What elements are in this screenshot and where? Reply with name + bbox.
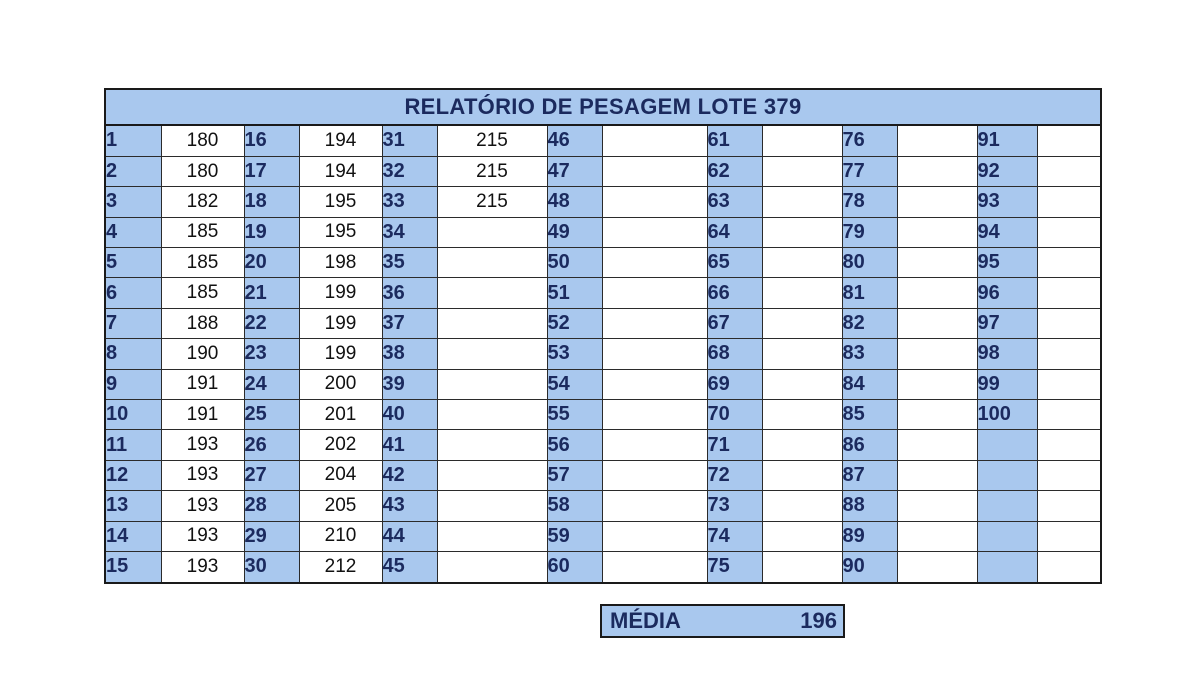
weight-cell bbox=[1037, 308, 1100, 338]
table-row bbox=[106, 248, 1100, 278]
weight-cell bbox=[897, 521, 977, 551]
weight-cell: 199 bbox=[299, 278, 382, 308]
table-row bbox=[106, 369, 1100, 399]
weight-cell bbox=[602, 217, 707, 247]
table-row bbox=[106, 491, 1100, 521]
table-row bbox=[106, 551, 1100, 581]
weight-cell bbox=[762, 339, 842, 369]
weight-cell bbox=[602, 248, 707, 278]
weight-cell bbox=[1037, 339, 1100, 369]
weight-cell bbox=[437, 308, 547, 338]
table-row bbox=[106, 278, 1100, 308]
weight-cell bbox=[762, 460, 842, 490]
weight-cell bbox=[437, 369, 547, 399]
animal-number-cell: 25 bbox=[244, 400, 299, 430]
animal-number-cell bbox=[977, 491, 1037, 521]
animal-number-cell: 94 bbox=[977, 217, 1037, 247]
weight-cell bbox=[1037, 156, 1100, 186]
animal-number-cell: 96 bbox=[977, 278, 1037, 308]
table-row bbox=[106, 521, 1100, 551]
weight-cell: 198 bbox=[299, 248, 382, 278]
animal-number-cell: 95 bbox=[977, 248, 1037, 278]
animal-number-cell: 41 bbox=[382, 430, 437, 460]
animal-number-cell: 37 bbox=[382, 308, 437, 338]
weight-cell bbox=[602, 187, 707, 217]
weight-cell bbox=[897, 278, 977, 308]
weight-cell: 190 bbox=[161, 339, 244, 369]
weight-cell bbox=[1037, 460, 1100, 490]
weight-cell bbox=[1037, 551, 1100, 581]
animal-number-cell: 63 bbox=[707, 187, 762, 217]
weight-cell bbox=[762, 430, 842, 460]
animal-number-cell: 35 bbox=[382, 248, 437, 278]
weight-cell: 210 bbox=[299, 521, 382, 551]
weight-cell: 180 bbox=[161, 156, 244, 186]
weight-cell: 212 bbox=[299, 551, 382, 581]
animal-number-cell: 71 bbox=[707, 430, 762, 460]
animal-number-cell bbox=[977, 460, 1037, 490]
animal-number-cell: 2 bbox=[106, 156, 161, 186]
weight-cell bbox=[897, 126, 977, 156]
weight-cell: 193 bbox=[161, 460, 244, 490]
weight-cell: 205 bbox=[299, 491, 382, 521]
animal-number-cell: 81 bbox=[842, 278, 897, 308]
animal-number-cell: 61 bbox=[707, 126, 762, 156]
weight-cell: 195 bbox=[299, 187, 382, 217]
animal-number-cell: 85 bbox=[842, 400, 897, 430]
weight-cell: 215 bbox=[437, 156, 547, 186]
animal-number-cell: 79 bbox=[842, 217, 897, 247]
weight-cell: 185 bbox=[161, 217, 244, 247]
weight-cell: 199 bbox=[299, 339, 382, 369]
weight-cell bbox=[897, 551, 977, 581]
animal-number-cell: 40 bbox=[382, 400, 437, 430]
animal-number-cell: 11 bbox=[106, 430, 161, 460]
animal-number-cell: 86 bbox=[842, 430, 897, 460]
weight-cell bbox=[897, 369, 977, 399]
weight-cell bbox=[602, 551, 707, 581]
weight-cell: 202 bbox=[299, 430, 382, 460]
weight-cell: 199 bbox=[299, 308, 382, 338]
weight-cell bbox=[897, 308, 977, 338]
animal-number-cell bbox=[977, 521, 1037, 551]
table-row bbox=[106, 217, 1100, 247]
weight-cell bbox=[762, 217, 842, 247]
weight-cell: 215 bbox=[437, 126, 547, 156]
animal-number-cell: 12 bbox=[106, 460, 161, 490]
table-row bbox=[106, 126, 1100, 156]
animal-number-cell: 38 bbox=[382, 339, 437, 369]
weight-cell bbox=[437, 217, 547, 247]
weight-cell bbox=[762, 278, 842, 308]
weight-cell bbox=[437, 460, 547, 490]
weight-cell bbox=[602, 339, 707, 369]
weight-cell: 204 bbox=[299, 460, 382, 490]
weight-cell bbox=[437, 430, 547, 460]
weight-cell bbox=[762, 551, 842, 581]
weight-cell bbox=[437, 400, 547, 430]
animal-number-cell: 15 bbox=[106, 551, 161, 581]
weight-cell: 180 bbox=[161, 126, 244, 156]
animal-number-cell: 84 bbox=[842, 369, 897, 399]
weight-cell bbox=[897, 156, 977, 186]
animal-number-cell: 24 bbox=[244, 369, 299, 399]
animal-number-cell: 78 bbox=[842, 187, 897, 217]
animal-number-cell: 16 bbox=[244, 126, 299, 156]
average-value: 196 bbox=[800, 608, 837, 633]
weight-cell bbox=[1037, 521, 1100, 551]
animal-number-cell: 72 bbox=[707, 460, 762, 490]
animal-number-cell: 77 bbox=[842, 156, 897, 186]
weight-cell: 185 bbox=[161, 248, 244, 278]
weight-cell: 193 bbox=[161, 551, 244, 581]
weight-cell bbox=[762, 369, 842, 399]
animal-number-cell: 55 bbox=[547, 400, 602, 430]
report-title: RELATÓRIO DE PESAGEM LOTE 379 bbox=[106, 90, 1100, 126]
weights-table bbox=[106, 126, 1100, 582]
weight-cell bbox=[1037, 430, 1100, 460]
weight-cell bbox=[1037, 278, 1100, 308]
animal-number-cell: 56 bbox=[547, 430, 602, 460]
animal-number-cell: 69 bbox=[707, 369, 762, 399]
animal-number-cell: 23 bbox=[244, 339, 299, 369]
weight-cell bbox=[897, 217, 977, 247]
animal-number-cell: 7 bbox=[106, 308, 161, 338]
weight-cell bbox=[602, 460, 707, 490]
animal-number-cell: 21 bbox=[244, 278, 299, 308]
animal-number-cell: 17 bbox=[244, 156, 299, 186]
weight-cell bbox=[762, 156, 842, 186]
animal-number-cell: 31 bbox=[382, 126, 437, 156]
animal-number-cell: 90 bbox=[842, 551, 897, 581]
animal-number-cell: 58 bbox=[547, 491, 602, 521]
animal-number-cell: 65 bbox=[707, 248, 762, 278]
animal-number-cell: 9 bbox=[106, 369, 161, 399]
animal-number-cell: 70 bbox=[707, 400, 762, 430]
weight-cell: 194 bbox=[299, 126, 382, 156]
animal-number-cell: 34 bbox=[382, 217, 437, 247]
weight-cell bbox=[602, 308, 707, 338]
animal-number-cell: 73 bbox=[707, 491, 762, 521]
weight-cell bbox=[897, 400, 977, 430]
weight-cell bbox=[762, 187, 842, 217]
weight-cell bbox=[897, 339, 977, 369]
table-row bbox=[106, 339, 1100, 369]
weight-cell bbox=[602, 156, 707, 186]
animal-number-cell: 67 bbox=[707, 308, 762, 338]
animal-number-cell: 42 bbox=[382, 460, 437, 490]
weight-cell bbox=[1037, 126, 1100, 156]
table-row bbox=[106, 430, 1100, 460]
animal-number-cell: 3 bbox=[106, 187, 161, 217]
table-row bbox=[106, 156, 1100, 186]
animal-number-cell: 50 bbox=[547, 248, 602, 278]
weight-cell bbox=[1037, 369, 1100, 399]
weight-cell: 195 bbox=[299, 217, 382, 247]
animal-number-cell: 60 bbox=[547, 551, 602, 581]
animal-number-cell: 20 bbox=[244, 248, 299, 278]
weight-cell bbox=[602, 278, 707, 308]
weight-cell bbox=[762, 248, 842, 278]
weight-cell bbox=[1037, 491, 1100, 521]
weight-cell bbox=[762, 400, 842, 430]
weight-cell: 188 bbox=[161, 308, 244, 338]
weight-cell bbox=[897, 187, 977, 217]
average-box bbox=[600, 604, 845, 638]
animal-number-cell: 54 bbox=[547, 369, 602, 399]
animal-number-cell: 68 bbox=[707, 339, 762, 369]
weight-cell bbox=[1037, 248, 1100, 278]
animal-number-cell: 6 bbox=[106, 278, 161, 308]
animal-number-cell: 100 bbox=[977, 400, 1037, 430]
animal-number-cell: 66 bbox=[707, 278, 762, 308]
animal-number-cell: 46 bbox=[547, 126, 602, 156]
weight-cell bbox=[602, 126, 707, 156]
animal-number-cell: 87 bbox=[842, 460, 897, 490]
weight-cell bbox=[437, 278, 547, 308]
animal-number-cell: 44 bbox=[382, 521, 437, 551]
weight-cell: 193 bbox=[161, 491, 244, 521]
animal-number-cell: 92 bbox=[977, 156, 1037, 186]
animal-number-cell: 80 bbox=[842, 248, 897, 278]
weight-cell bbox=[897, 248, 977, 278]
weight-cell: 185 bbox=[161, 278, 244, 308]
animal-number-cell: 39 bbox=[382, 369, 437, 399]
animal-number-cell: 48 bbox=[547, 187, 602, 217]
animal-number-cell: 1 bbox=[106, 126, 161, 156]
weight-cell bbox=[1037, 217, 1100, 247]
animal-number-cell: 75 bbox=[707, 551, 762, 581]
table-row bbox=[106, 308, 1100, 338]
weight-cell bbox=[602, 491, 707, 521]
animal-number-cell: 19 bbox=[244, 217, 299, 247]
weight-cell bbox=[897, 491, 977, 521]
animal-number-cell: 91 bbox=[977, 126, 1037, 156]
animal-number-cell: 59 bbox=[547, 521, 602, 551]
animal-number-cell: 30 bbox=[244, 551, 299, 581]
animal-number-cell: 4 bbox=[106, 217, 161, 247]
weight-cell: 200 bbox=[299, 369, 382, 399]
animal-number-cell: 33 bbox=[382, 187, 437, 217]
animal-number-cell bbox=[977, 430, 1037, 460]
animal-number-cell: 51 bbox=[547, 278, 602, 308]
animal-number-cell: 29 bbox=[244, 521, 299, 551]
weight-cell: 193 bbox=[161, 430, 244, 460]
weight-cell bbox=[602, 400, 707, 430]
animal-number-cell: 47 bbox=[547, 156, 602, 186]
weight-cell bbox=[437, 339, 547, 369]
weight-cell: 215 bbox=[437, 187, 547, 217]
animal-number-cell: 89 bbox=[842, 521, 897, 551]
table-row bbox=[106, 187, 1100, 217]
weight-cell bbox=[602, 430, 707, 460]
weight-cell bbox=[762, 126, 842, 156]
weight-cell bbox=[762, 521, 842, 551]
animal-number-cell bbox=[977, 551, 1037, 581]
animal-number-cell: 43 bbox=[382, 491, 437, 521]
weight-cell bbox=[437, 248, 547, 278]
animal-number-cell: 28 bbox=[244, 491, 299, 521]
weight-cell: 201 bbox=[299, 400, 382, 430]
weight-cell bbox=[897, 460, 977, 490]
animal-number-cell: 97 bbox=[977, 308, 1037, 338]
weight-cell bbox=[437, 491, 547, 521]
animal-number-cell: 5 bbox=[106, 248, 161, 278]
weight-cell: 194 bbox=[299, 156, 382, 186]
table-row bbox=[106, 460, 1100, 490]
table-row bbox=[106, 400, 1100, 430]
weighing-report bbox=[104, 88, 1102, 584]
weight-cell bbox=[1037, 400, 1100, 430]
animal-number-cell: 83 bbox=[842, 339, 897, 369]
weight-cell: 182 bbox=[161, 187, 244, 217]
animal-number-cell: 49 bbox=[547, 217, 602, 247]
animal-number-cell: 26 bbox=[244, 430, 299, 460]
weight-cell bbox=[602, 521, 707, 551]
animal-number-cell: 36 bbox=[382, 278, 437, 308]
animal-number-cell: 45 bbox=[382, 551, 437, 581]
weight-cell: 191 bbox=[161, 369, 244, 399]
animal-number-cell: 93 bbox=[977, 187, 1037, 217]
animal-number-cell: 32 bbox=[382, 156, 437, 186]
weight-cell bbox=[437, 551, 547, 581]
animal-number-cell: 99 bbox=[977, 369, 1037, 399]
animal-number-cell: 76 bbox=[842, 126, 897, 156]
animal-number-cell: 88 bbox=[842, 491, 897, 521]
weight-cell bbox=[1037, 187, 1100, 217]
animal-number-cell: 27 bbox=[244, 460, 299, 490]
average-label: MÉDIA bbox=[610, 608, 681, 633]
animal-number-cell: 18 bbox=[244, 187, 299, 217]
animal-number-cell: 57 bbox=[547, 460, 602, 490]
animal-number-cell: 14 bbox=[106, 521, 161, 551]
weight-cell: 193 bbox=[161, 521, 244, 551]
weight-cell bbox=[762, 308, 842, 338]
weight-cell bbox=[437, 521, 547, 551]
animal-number-cell: 64 bbox=[707, 217, 762, 247]
animal-number-cell: 8 bbox=[106, 339, 161, 369]
weight-cell bbox=[897, 430, 977, 460]
animal-number-cell: 13 bbox=[106, 491, 161, 521]
animal-number-cell: 62 bbox=[707, 156, 762, 186]
animal-number-cell: 74 bbox=[707, 521, 762, 551]
animal-number-cell: 52 bbox=[547, 308, 602, 338]
animal-number-cell: 82 bbox=[842, 308, 897, 338]
animal-number-cell: 22 bbox=[244, 308, 299, 338]
weight-cell bbox=[602, 369, 707, 399]
weight-cell: 191 bbox=[161, 400, 244, 430]
animal-number-cell: 98 bbox=[977, 339, 1037, 369]
weight-cell bbox=[762, 491, 842, 521]
animal-number-cell: 53 bbox=[547, 339, 602, 369]
animal-number-cell: 10 bbox=[106, 400, 161, 430]
